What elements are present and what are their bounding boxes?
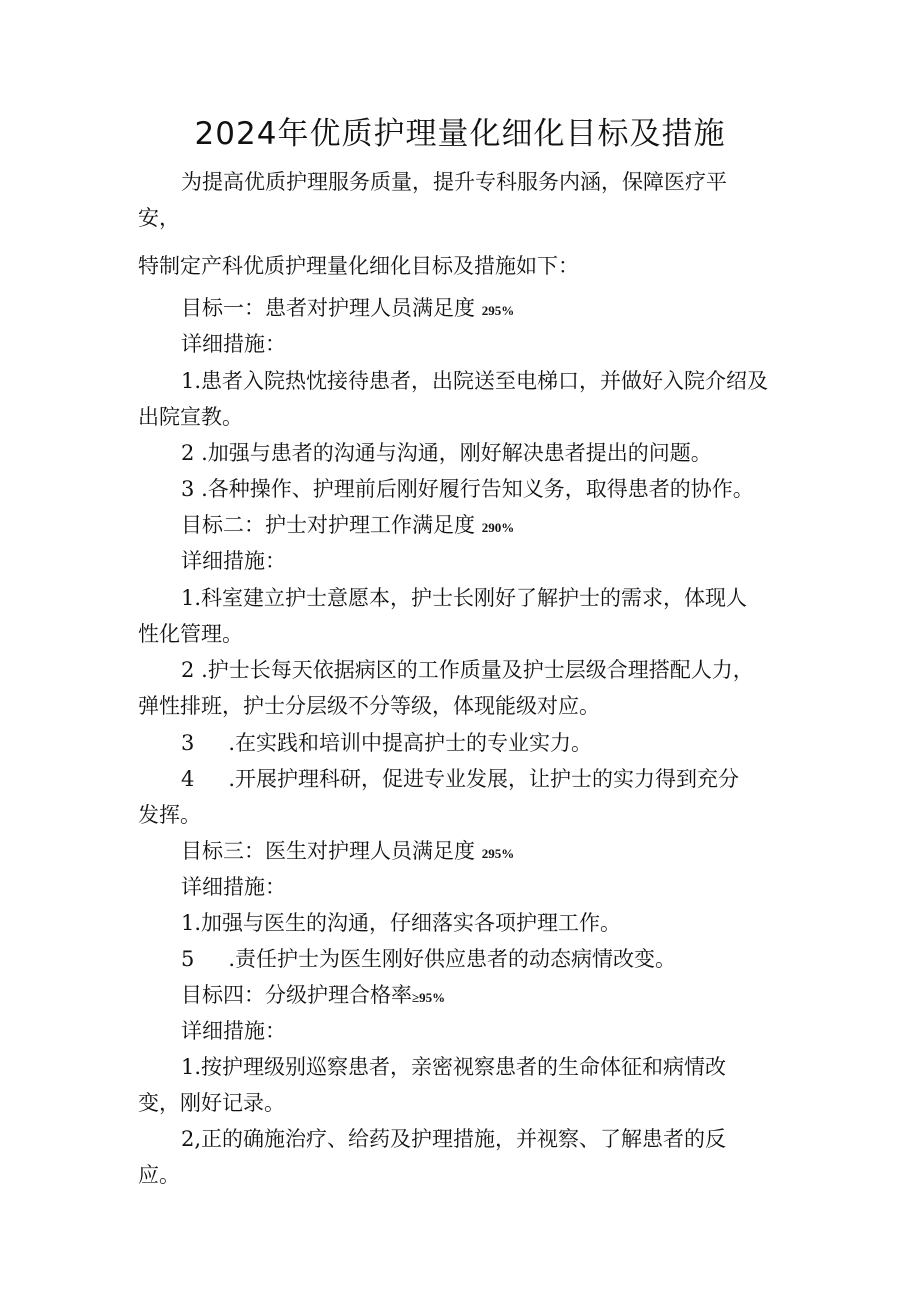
goal-label: 目标二：护士对护理工作满足度 — [181, 513, 475, 537]
measure-item-cont: 性化管理。 — [138, 622, 243, 646]
item-text: 正的确施治疗、给药及护理措施，并视察、了解患者的反 — [201, 1127, 727, 1151]
measure-item — [181, 438, 712, 468]
item-number: 2, — [181, 1127, 202, 1151]
intro-line: 为提高优质护理服务质量，提升专科服务内涵，保障医疗平 — [181, 170, 727, 194]
item-number: 2 — [181, 441, 195, 465]
measures-label: 详细措施： — [181, 332, 286, 356]
goal-heading — [181, 293, 514, 326]
goal-value: 295% — [481, 303, 515, 318]
goal-value: ≥95% — [412, 990, 446, 1005]
item-text: .各种操作、护理前后刚好履行告知义务，取得患者的协作。 — [201, 477, 754, 501]
item-text: 按护理级别巡察患者，亲密视察患者的生命体征和病情改 — [201, 1055, 727, 1079]
item-number: 1. — [181, 586, 202, 610]
goal-label: 目标四：分级护理合格率 — [181, 983, 412, 1007]
measure-item — [181, 1124, 726, 1154]
document-title: 2024年优质护理量化细化目标及措施 — [194, 116, 726, 152]
item-number: 1. — [181, 369, 202, 393]
measure-item — [181, 1052, 726, 1082]
measure-item — [181, 366, 768, 396]
item-text: .加强与患者的沟通与沟通，刚好解决患者提出的问题。 — [201, 441, 712, 465]
measure-item — [181, 583, 747, 613]
item-text: .在实践和培训中提高护士的专业实力。 — [228, 731, 593, 755]
item-text: 科室建立护士意愿本，护士长刚好了解护士的需求，体现人 — [201, 586, 748, 610]
item-text: 患者入院热忱接待患者，出院送至电梯口，并做好入院介绍及 — [201, 369, 769, 393]
goal-heading — [181, 510, 514, 543]
measures-label: 详细措施： — [181, 875, 286, 899]
goal-value: 290% — [481, 520, 515, 535]
item-number: 3 — [181, 731, 195, 755]
measure-item-cont: 发挥。 — [138, 803, 201, 827]
item-text: .护士长每天依据病区的工作质量及护士层级合理搭配人力， — [201, 658, 754, 682]
item-number: 1. — [181, 911, 202, 935]
goal-value: 295% — [481, 846, 515, 861]
measure-item-cont: 弹性排班，护士分层级不分等级，体现能级对应。 — [138, 694, 600, 718]
measure-item-cont: 变，刚好记录。 — [138, 1091, 285, 1115]
item-text: .责任护士为医生刚好供应患者的动态病情改变。 — [228, 947, 677, 971]
item-text: 加强与医生的沟通，仔细落实各项护理工作。 — [201, 911, 622, 935]
measure-item-cont: 出院宣教。 — [138, 405, 243, 429]
measure-item-cont: 应。 — [138, 1163, 180, 1187]
goal-heading — [181, 836, 514, 869]
measure-item — [181, 474, 754, 504]
item-text: .开展护理科研，促进专业发展，让护士的实力得到充分 — [228, 767, 740, 791]
measure-item — [181, 728, 592, 758]
item-number: 2 — [181, 658, 195, 682]
measures-label: 详细措施： — [181, 1019, 286, 1043]
intro-line: 特制定产科优质护理量化细化目标及措施如下： — [138, 254, 579, 278]
measure-item — [181, 764, 739, 794]
item-number: 4 — [181, 767, 195, 791]
goal-label: 目标三：医生对护理人员满足度 — [181, 839, 475, 863]
measure-item — [181, 944, 676, 974]
goal-label: 目标一：患者对护理人员满足度 — [181, 296, 475, 320]
item-number: 1. — [181, 1055, 202, 1079]
intro-line: 安， — [138, 206, 180, 230]
item-number: 5 — [181, 947, 195, 971]
goal-heading — [181, 980, 445, 1013]
measure-item — [181, 908, 621, 938]
measures-label: 详细措施： — [181, 549, 286, 573]
measure-item — [181, 655, 754, 685]
item-number: 3 — [181, 477, 195, 501]
